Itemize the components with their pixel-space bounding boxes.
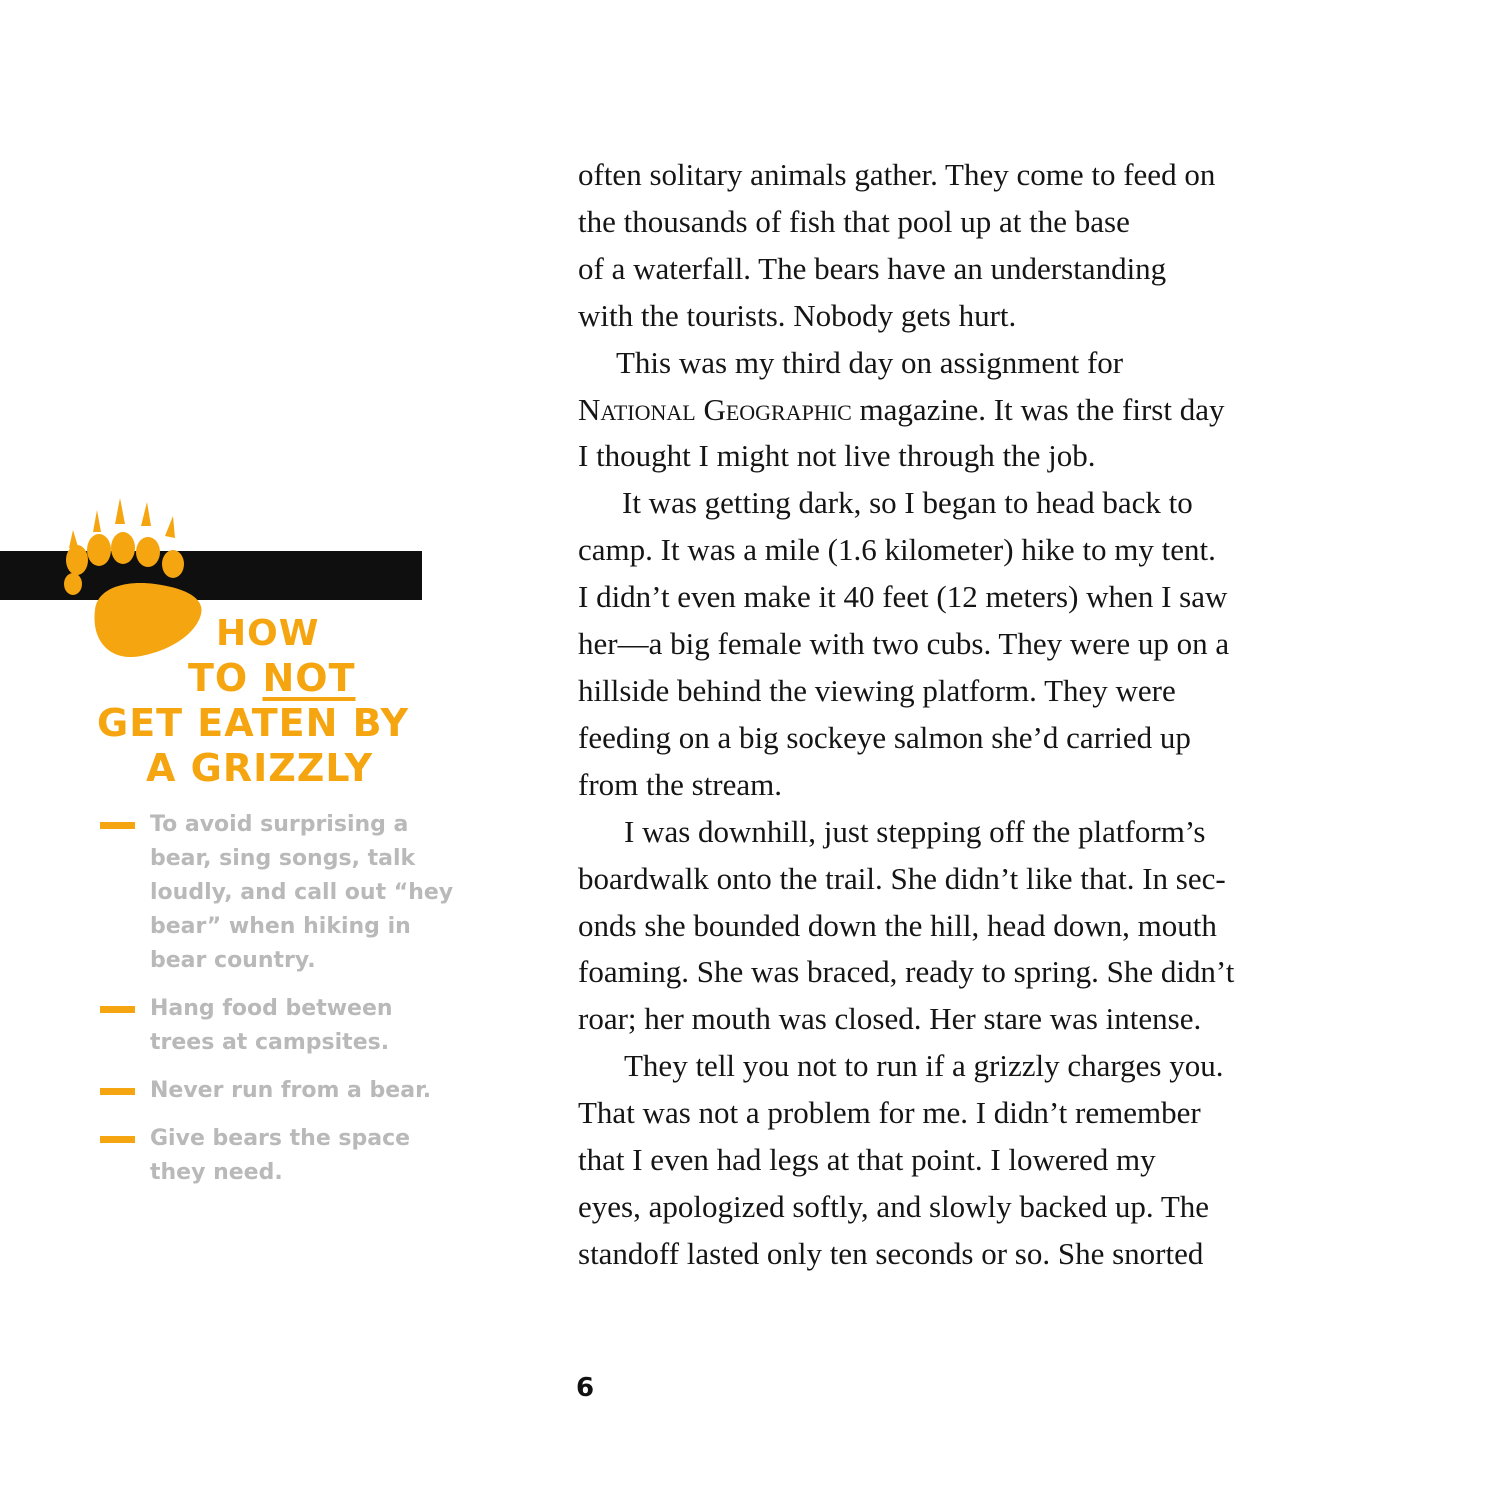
tip-item — [100, 1122, 470, 1190]
bullet-dash-icon — [100, 1006, 135, 1013]
text-line: I was downhill, just stepping off the platform’s — [624, 813, 1206, 849]
text-line: standoff lasted only ten seconds or so. She snorted — [578, 1235, 1204, 1271]
text-line: often solitary animals gather. They come to feed on — [578, 157, 1216, 192]
paragraph-5 — [578, 1043, 1298, 1278]
text-line: That was not a problem for me. I didn’t remember — [578, 1095, 1201, 1131]
text-line: with the tourists. Nobody gets hurt. — [578, 297, 1017, 333]
text-line-rest: magazine. It was the first day — [851, 391, 1225, 427]
text-line: This was my third day on assignment for — [616, 344, 1124, 380]
bullet-dash-icon — [100, 1088, 135, 1095]
tip-text: To avoid surprising a bear, sing songs, talk loudly, and call out “hey bear” when hiking in bear country. — [150, 812, 454, 973]
title-word-to: TO — [188, 656, 249, 700]
bullet-dash-icon — [100, 1136, 135, 1143]
paragraph-3 — [578, 480, 1298, 808]
text-line: her—a big female with two cubs. They were up on a — [578, 626, 1230, 662]
body-text — [578, 152, 1298, 1278]
text-line: feeding on a big sockeye salmon she’d carried up — [578, 719, 1191, 755]
tip-text: Never run from a bear. — [150, 1078, 432, 1103]
tip-text: Give bears the space they need. — [150, 1126, 411, 1185]
tip-text: Hang food between trees at campsites. — [150, 996, 393, 1055]
bullet-dash-icon — [100, 822, 135, 829]
text-line: foaming. She was braced, ready to spring. She didn’t — [578, 954, 1235, 990]
page-number: 6 — [576, 1373, 595, 1403]
paragraph-1 — [578, 152, 1298, 340]
text-line: hillside behind the viewing platform. They were — [578, 672, 1176, 708]
text-line: They tell you not to run if a grizzly charges you. — [624, 1048, 1224, 1084]
text-line: roar; her mouth was closed. Her stare was intense. — [578, 1001, 1202, 1037]
title-line-how: HOW — [216, 613, 320, 654]
brand-name: National Geographic — [578, 391, 852, 427]
text-line: camp. It was a mile (1.6 kilometer) hike to my tent. — [578, 532, 1216, 568]
paragraph-4 — [578, 809, 1298, 1044]
text-line: eyes, apologized softly, and slowly backed up. The — [578, 1188, 1210, 1224]
sidebar-title — [80, 612, 480, 792]
text-line: of a waterfall. The bears have an understanding — [578, 250, 1167, 286]
text-line: I thought I might not live through the job. — [578, 438, 1096, 474]
tips-list — [100, 808, 470, 1204]
text-line: the thousands of fish that pool up at the base — [578, 203, 1130, 239]
text-line: It was getting dark, so I began to head back to — [622, 485, 1193, 521]
tip-item — [100, 808, 470, 978]
title-line-to-not — [188, 656, 356, 700]
tip-item — [100, 1074, 470, 1108]
text-line: that I even had legs at that point. I lowered my — [578, 1142, 1156, 1178]
text-line: I didn’t even make it 40 feet (12 meters) when I saw — [578, 579, 1228, 615]
title-line-get-eaten-by: GET EATEN BY — [97, 701, 410, 745]
title-word-not: NOT — [262, 656, 356, 700]
tip-item — [100, 992, 470, 1060]
title-line-a-grizzly: A GRIZZLY — [146, 746, 374, 790]
text-line — [578, 387, 1298, 434]
text-line: from the stream. — [578, 766, 783, 802]
text-line: boardwalk onto the trail. She didn’t like that. In sec- — [578, 860, 1226, 896]
paragraph-2 — [578, 340, 1298, 481]
text-line: onds she bounded down the hill, head down, mouth — [578, 907, 1217, 943]
